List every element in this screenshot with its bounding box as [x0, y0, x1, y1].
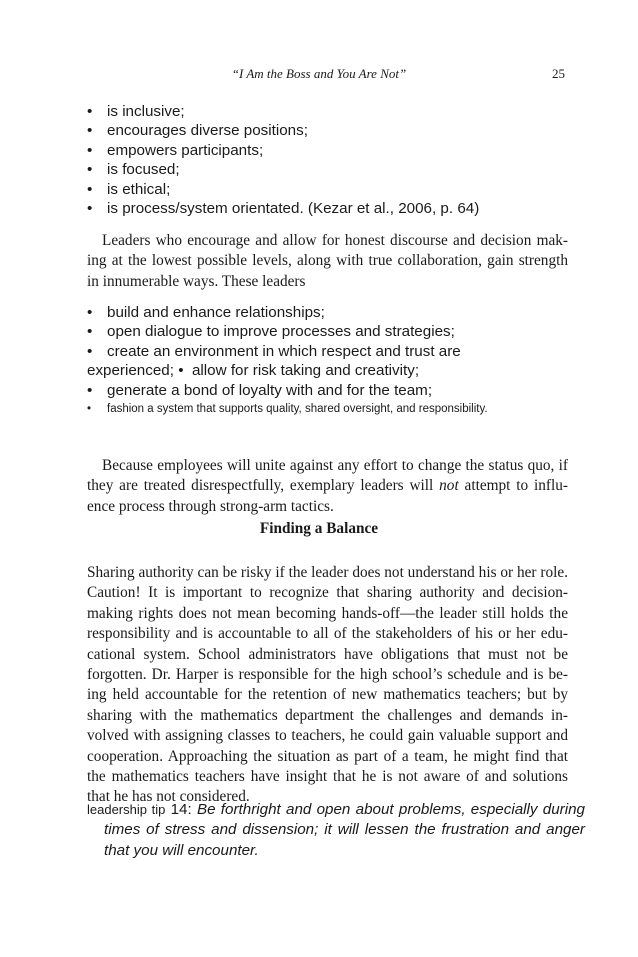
list-item-text: empowers participants; — [107, 141, 264, 159]
bullet: • — [87, 180, 93, 198]
list-item-text: create an environment in which respect and trust are — [107, 342, 461, 360]
tip-text: Be forthright and open about problems, especially during times of stress and dissension; it will lessen the frustration and anger that you will encounter. — [104, 801, 585, 859]
bullet: • — [87, 342, 93, 360]
list-item-text: is focused; — [107, 161, 180, 179]
emphasis-not: not — [439, 477, 459, 495]
list-item-text: fashion a system that supports quality, shared oversight, and responsibility. — [107, 403, 488, 416]
tip-number: 14: — [170, 801, 192, 818]
bullet: • — [87, 161, 93, 179]
list-item — [87, 141, 572, 160]
list-item — [87, 180, 572, 199]
list-item — [87, 160, 572, 179]
list-leader-actions — [87, 303, 572, 419]
list-item — [87, 400, 572, 419]
section-heading: Finding a Balance — [259, 520, 379, 537]
list-item — [87, 303, 572, 322]
paragraph-text: Because employees will unite against any effort to change the status quo, if they are treated disrespectfully, exemplary leaders will — [87, 457, 568, 495]
list-item-text: open dialogue to improve processes and strategies; — [107, 323, 455, 341]
list-item-text: build and enhance relationships; — [107, 304, 325, 321]
leadership-tip — [87, 800, 585, 861]
running-head: “I Am the Boss and You Are Not” — [231, 66, 407, 81]
list-collaborative-qualities — [87, 102, 572, 218]
paragraph-text: attempt to influ-ence process through strong-arm tactics. — [87, 477, 568, 515]
list-item — [87, 322, 572, 341]
page-number: 25 — [552, 66, 565, 81]
bullet: • — [87, 403, 92, 416]
bullet: • — [87, 381, 93, 399]
bullet: • — [87, 122, 93, 140]
bullet: • — [87, 323, 93, 341]
bullet: • — [87, 304, 93, 321]
bullet: • — [87, 103, 93, 120]
list-item — [87, 342, 572, 361]
list-item — [87, 361, 572, 380]
list-item — [87, 199, 572, 218]
bullet: • — [178, 362, 184, 380]
paragraph-leaders: Leaders who encourage and allow for honest discourse and decision mak-ing at the lowest possible levels, along with true collaboration, gain strength in innumerable ways. These leaders — [87, 232, 568, 290]
bullet: • — [87, 200, 93, 218]
bullet: • — [87, 141, 93, 159]
paragraph-sharing-authority: Sharing authority can be risky if the leader does not understand his or her role. Caution! It is important to recognize that sharing authority and decision-making rights does not mean becoming hands-off—the leader still holds the responsibility and is accountable to all of the stakeholders of his or her edu-cational system. School administrators have obligations that must not be forgotten. Dr. Harper is responsible for the high school’s schedule and is be-ing held accountable for the retention of new mathematics teachers; but by sharing with the mathematics department the challenges and demands in-volved with assigning classes to teachers, he could gain valuable support and cooperation. Approaching the situation as part of a team, he might find that the mathematics teachers have insight that he is not aware of and solutions that he has not considered. — [87, 564, 568, 806]
list-item-text: generate a bond of loyalty with and for the team; — [107, 381, 433, 399]
list-item-text: encourages diverse positions; — [107, 122, 308, 140]
paragraph-because — [87, 456, 568, 517]
tip-label: leadership tip — [87, 802, 166, 817]
list-item-text: is ethical; — [107, 180, 171, 198]
list-item-text: allow for risk taking and creativity; — [191, 362, 420, 380]
list-item — [87, 102, 572, 121]
list-item-text: experienced; — [87, 362, 174, 380]
list-item-text: is inclusive; — [107, 103, 185, 120]
list-item — [87, 381, 572, 400]
list-item — [87, 121, 572, 140]
list-item-text: is process/system orientated. (Kezar et al., 2006, p. 64) — [107, 200, 480, 218]
